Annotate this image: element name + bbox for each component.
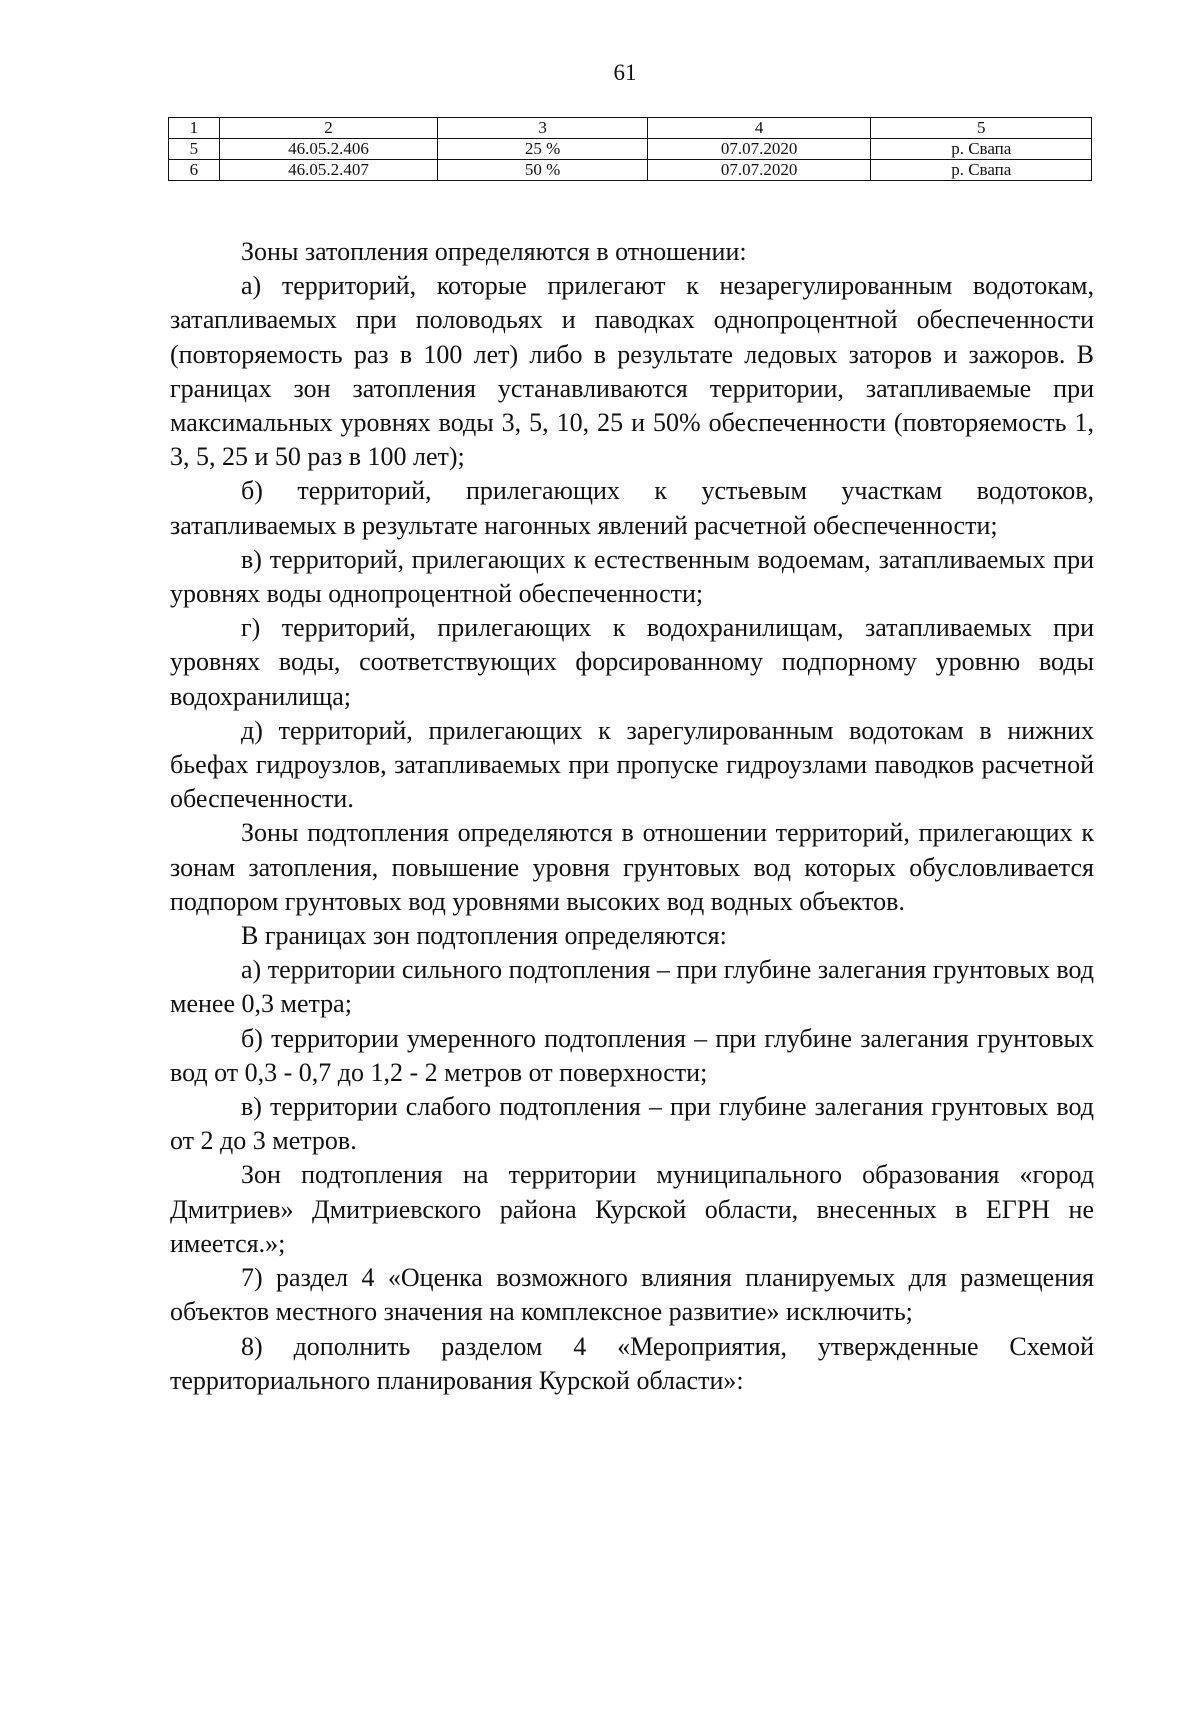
table-header-cell: 3 <box>438 118 647 139</box>
paragraph-item-v: в) территорий, прилегающих к естественным водоемам, затапливаемых при уровнях воды однопроцентной обеспеченности; <box>170 544 1094 609</box>
table-cell: р. Свапа <box>871 160 1092 181</box>
table-cell: 07.07.2020 <box>647 139 871 160</box>
table-header-cell: 4 <box>647 118 871 139</box>
table-cell: 46.05.2.407 <box>219 160 438 181</box>
document-body <box>170 235 1094 1398</box>
table-header-row <box>169 118 1092 139</box>
table-cell: 46.05.2.406 <box>219 139 438 160</box>
table-cell: 25 % <box>438 139 647 160</box>
table-cell: 50 % <box>438 160 647 181</box>
data-table <box>168 117 1092 181</box>
table-cell: 07.07.2020 <box>647 160 871 181</box>
table-cell: 5 <box>169 139 220 160</box>
table-header-cell: 2 <box>219 118 438 139</box>
paragraph-moderate-underflooding: б) территории умеренного подтопления – при глубине залегания грунтовых вод от 0,3 - 0,7 до 1,2 - 2 метров от поверхности; <box>170 1023 1094 1087</box>
paragraph-flood-zones-intro: Зоны затопления определяются в отношении: <box>241 237 747 266</box>
paragraph-underflooding-intro: В границах зон подтопления определяются: <box>241 921 727 951</box>
paragraph-item-8: 8) дополнить разделом 4 «Мероприятия, утвержденные Схемой территориального планирования Курской области»: <box>170 1331 1094 1395</box>
paragraph-item-a: а) территорий, которые прилегают к незарегулированным водотокам, затапливаемых при половодьях и паводках однопроцентной обеспеченности (повторяемость раз в 100 лет) либо в результате ледовых заторов и зажоров. В границах зон затопления устанавливаются территории, затапливаемые при максимальных уровнях воды 3, 5, 10, 25 и 50% обеспеченности (повторяемость 1, 3, 5, 25 и 50 раз в 100 лет); <box>170 271 1094 472</box>
paragraph-item-d: д) территорий, прилегающих к зарегулированным водотокам в нижних бьефах гидроузлов, затапливаемых при пропуске гидроузлами паводков расчетной обеспеченности. <box>170 715 1094 814</box>
table-cell: р. Свапа <box>871 139 1092 160</box>
table-cell: 6 <box>169 160 220 181</box>
table-row <box>169 139 1092 160</box>
paragraph-no-zones-statement: Зон подтопления на территории муниципального образования «город Дмитриев» Дмитриевского района Курской области, внесенных в ЕГРН не имеется.»; <box>170 1160 1094 1258</box>
page-number: 61 <box>613 60 637 85</box>
paragraph-item-g: г) территорий, прилегающих к водохранилищам, затапливаемых при уровнях воды, соответствующих форсированному подпорному уровню воды водохранилища; <box>170 613 1094 711</box>
table-header-cell: 5 <box>871 118 1092 139</box>
paragraph-item-7: 7) раздел 4 «Оценка возможного влияния планируемых для размещения объектов местного значения на комплексное развитие» исключить; <box>170 1263 1094 1327</box>
paragraph-item-b: б) территорий, прилегающих к устьевым участкам водотоков, затапливаемых в результате нагонных явлений расчетной обеспеченности; <box>170 476 1094 540</box>
paragraph-underflooding-zones: Зоны подтопления определяются в отношении территорий, прилегающих к зонам затопления, повышение уровня грунтовых вод которых обусловливается подпором грунтовых вод уровнями высоких вод водных объектов. <box>170 818 1094 916</box>
table-row <box>169 160 1092 181</box>
paragraph-weak-underflooding: в) территории слабого подтопления – при глубине залегания грунтовых вод от 2 до 3 метров. <box>170 1092 1094 1156</box>
paragraph-strong-underflooding: а) территории сильного подтопления – при глубине залегания грунтовых вод менее 0,3 метра; <box>170 955 1094 1019</box>
table-header-cell: 1 <box>169 118 220 139</box>
